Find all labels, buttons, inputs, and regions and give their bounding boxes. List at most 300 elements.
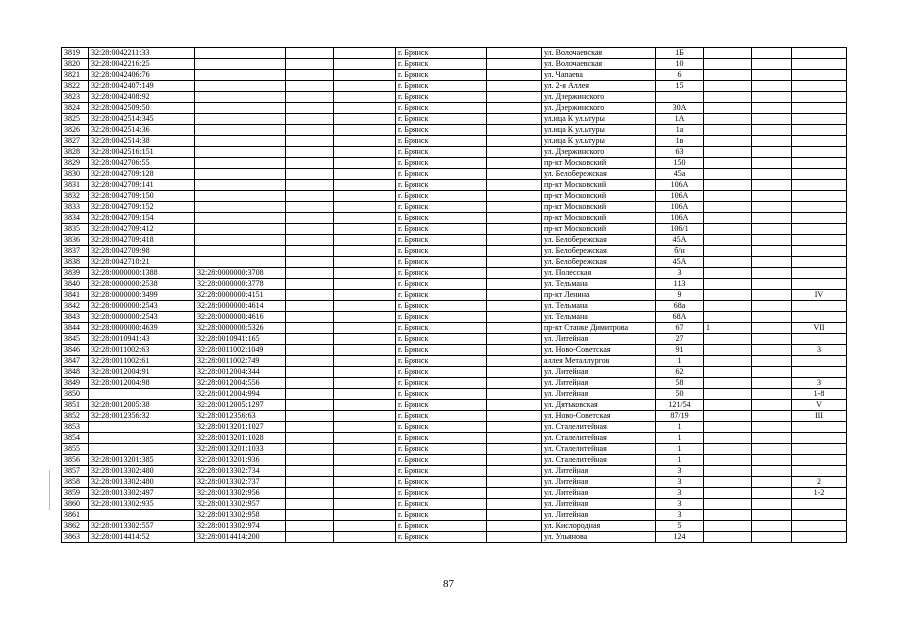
cadastral-number-cell: 32:28:0042709:412 (89, 224, 195, 235)
record-number-cell: 3834 (62, 213, 89, 224)
city-cell: г. Брянск (396, 125, 487, 136)
empty-cell (334, 169, 396, 180)
record-number-cell: 3840 (62, 279, 89, 290)
empty-cell (487, 444, 542, 455)
linked-cadastral-number-cell: 32:28:0012004:556 (195, 378, 286, 389)
house-number-cell: 58 (656, 378, 704, 389)
empty-cell (487, 466, 542, 477)
table-row (62, 70, 847, 81)
street-cell: пр-кт Московский (542, 180, 656, 191)
city-cell: г. Брянск (396, 279, 487, 290)
house-number-cell: 45А (656, 257, 704, 268)
empty-cell (487, 356, 542, 367)
record-number-cell: 3858 (62, 477, 89, 488)
house-number-cell: 6 (656, 70, 704, 81)
empty-cell (286, 213, 334, 224)
empty-cell (487, 202, 542, 213)
empty-cell (286, 411, 334, 422)
cadastral-number-cell: 32:28:0012356:32 (89, 411, 195, 422)
extra-cell (704, 114, 752, 125)
empty-cell (286, 92, 334, 103)
empty-cell (286, 400, 334, 411)
empty-cell (286, 59, 334, 70)
empty-cell (286, 532, 334, 543)
empty-cell (487, 235, 542, 246)
empty-cell (487, 191, 542, 202)
empty-cell (334, 488, 396, 499)
city-cell: г. Брянск (396, 312, 487, 323)
premises-cell (792, 257, 847, 268)
house-number-cell: 1 (656, 444, 704, 455)
empty-cell (334, 224, 396, 235)
city-cell: г. Брянск (396, 378, 487, 389)
empty-cell (286, 70, 334, 81)
table-row (62, 103, 847, 114)
linked-cadastral-number-cell: 32:28:0013302:957 (195, 499, 286, 510)
city-cell: г. Брянск (396, 466, 487, 477)
extra-cell (704, 444, 752, 455)
premises-cell (792, 532, 847, 543)
house-number-cell: 1А (656, 114, 704, 125)
empty-cell (334, 477, 396, 488)
cadastral-number-cell (89, 433, 195, 444)
city-cell: г. Брянск (396, 114, 487, 125)
record-number-cell: 3837 (62, 246, 89, 257)
empty-cell (286, 257, 334, 268)
cadastral-number-cell: 32:28:0012004:91 (89, 367, 195, 378)
extra-cell (704, 301, 752, 312)
table-row (62, 235, 847, 246)
empty-cell (286, 202, 334, 213)
empty-cell (334, 136, 396, 147)
street-cell: ул. Волочаевская (542, 59, 656, 70)
linked-cadastral-number-cell (195, 81, 286, 92)
premises-cell (792, 114, 847, 125)
empty-cell (286, 169, 334, 180)
table-row (62, 433, 847, 444)
linked-cadastral-number-cell: 32:28:0012005:1297 (195, 400, 286, 411)
table-row (62, 136, 847, 147)
empty-cell (286, 246, 334, 257)
linked-cadastral-number-cell (195, 136, 286, 147)
empty-cell (334, 367, 396, 378)
linked-cadastral-number-cell: 32:28:0011002:1049 (195, 345, 286, 356)
house-number-cell: 150 (656, 158, 704, 169)
linked-cadastral-number-cell: 32:28:0000000:4151 (195, 290, 286, 301)
extra-cell (704, 477, 752, 488)
street-cell: ул. Литейная (542, 477, 656, 488)
extra-cell (704, 180, 752, 191)
street-cell: ул. Белобережская (542, 235, 656, 246)
empty-cell (286, 521, 334, 532)
city-cell: г. Брянск (396, 103, 487, 114)
extra-cell (704, 202, 752, 213)
premises-cell (792, 81, 847, 92)
extra-cell (704, 411, 752, 422)
cadastral-number-cell: 32:28:0042709:98 (89, 246, 195, 257)
empty-cell (487, 103, 542, 114)
record-number-cell: 3831 (62, 180, 89, 191)
cadastral-number-cell: 32:28:0011002:63 (89, 345, 195, 356)
empty-cell (334, 202, 396, 213)
empty-cell (752, 334, 792, 345)
table-row (62, 279, 847, 290)
empty-cell (487, 323, 542, 334)
table-row (62, 257, 847, 268)
cadastral-number-cell (89, 444, 195, 455)
extra-cell (704, 532, 752, 543)
street-cell: ул.ица К ул.ьтуры (542, 125, 656, 136)
empty-cell (752, 411, 792, 422)
linked-cadastral-number-cell: 32:28:0012356:63 (195, 411, 286, 422)
linked-cadastral-number-cell (195, 180, 286, 191)
empty-cell (752, 213, 792, 224)
street-cell: ул.ица К ул.ьтуры (542, 114, 656, 125)
street-cell: ул. Белобережская (542, 169, 656, 180)
empty-cell (286, 477, 334, 488)
record-number-cell: 3852 (62, 411, 89, 422)
table-row (62, 59, 847, 70)
linked-cadastral-number-cell: 32:28:0000000:3708 (195, 268, 286, 279)
street-cell: ул. Литейная (542, 378, 656, 389)
extra-cell (704, 422, 752, 433)
premises-cell (792, 235, 847, 246)
cadastral-number-cell (89, 510, 195, 521)
street-cell: аллея Металлургов (542, 356, 656, 367)
linked-cadastral-number-cell: 32:28:0000000:4614 (195, 301, 286, 312)
linked-cadastral-number-cell: 32:28:0000000:3778 (195, 279, 286, 290)
cadastral-number-cell: 32:28:0042408:92 (89, 92, 195, 103)
cadastral-number-cell: 32:28:0012004:98 (89, 378, 195, 389)
empty-cell (286, 488, 334, 499)
table-row (62, 345, 847, 356)
extra-cell (704, 268, 752, 279)
empty-cell (752, 202, 792, 213)
record-number-cell: 3821 (62, 70, 89, 81)
street-cell: ул.ица К ул.ьтуры (542, 136, 656, 147)
house-number-cell: 1 (656, 455, 704, 466)
empty-cell (334, 334, 396, 345)
empty-cell (487, 136, 542, 147)
record-number-cell: 3820 (62, 59, 89, 70)
empty-cell (487, 378, 542, 389)
linked-cadastral-number-cell: 32:28:0013302:734 (195, 466, 286, 477)
house-number-cell: 113 (656, 279, 704, 290)
street-cell: ул. Сталелитейная (542, 433, 656, 444)
street-cell: пр-кт Станке Димитрова (542, 323, 656, 334)
linked-cadastral-number-cell: 32:28:0013302:958 (195, 510, 286, 521)
cadastral-number-cell: 32:28:0042211:33 (89, 48, 195, 59)
house-number-cell: 27 (656, 334, 704, 345)
empty-cell (487, 169, 542, 180)
empty-cell (752, 290, 792, 301)
extra-cell (704, 466, 752, 477)
city-cell: г. Брянск (396, 411, 487, 422)
scan-margin-mark (49, 470, 50, 510)
linked-cadastral-number-cell (195, 147, 286, 158)
empty-cell (334, 466, 396, 477)
city-cell: г. Брянск (396, 477, 487, 488)
table-row (62, 488, 847, 499)
street-cell: ул. Дзержинского (542, 103, 656, 114)
record-number-cell: 3830 (62, 169, 89, 180)
city-cell: г. Брянск (396, 213, 487, 224)
linked-cadastral-number-cell: 32:28:0014414:200 (195, 532, 286, 543)
house-number-cell: 91 (656, 345, 704, 356)
empty-cell (752, 279, 792, 290)
premises-cell (792, 279, 847, 290)
cadastral-number-cell: 32:28:0042709:418 (89, 235, 195, 246)
house-number-cell: 1 (656, 356, 704, 367)
empty-cell (752, 81, 792, 92)
city-cell: г. Брянск (396, 169, 487, 180)
house-number-cell: 62 (656, 367, 704, 378)
linked-cadastral-number-cell: 32:28:0013201:1027 (195, 422, 286, 433)
linked-cadastral-number-cell: 32:28:0013302:956 (195, 488, 286, 499)
street-cell: ул. Кислородная (542, 521, 656, 532)
extra-cell (704, 488, 752, 499)
empty-cell (334, 235, 396, 246)
record-number-cell: 3856 (62, 455, 89, 466)
empty-cell (286, 180, 334, 191)
table-row (62, 444, 847, 455)
street-cell: пр-кт Московский (542, 158, 656, 169)
extra-cell (704, 257, 752, 268)
extra-cell (704, 389, 752, 400)
empty-cell (487, 158, 542, 169)
extra-cell (704, 224, 752, 235)
empty-cell (752, 389, 792, 400)
empty-cell (487, 290, 542, 301)
house-number-cell: 106А (656, 202, 704, 213)
city-cell: г. Брянск (396, 444, 487, 455)
empty-cell (334, 499, 396, 510)
empty-cell (334, 59, 396, 70)
empty-cell (286, 356, 334, 367)
house-number-cell: 106А (656, 191, 704, 202)
empty-cell (286, 103, 334, 114)
street-cell: ул. Литейная (542, 389, 656, 400)
premises-cell: 1-2 (792, 488, 847, 499)
street-cell: ул. Литейная (542, 466, 656, 477)
premises-cell: III (792, 411, 847, 422)
empty-cell (334, 70, 396, 81)
record-number-cell: 3839 (62, 268, 89, 279)
table-row (62, 246, 847, 257)
premises-cell (792, 466, 847, 477)
table-row (62, 389, 847, 400)
extra-cell (704, 191, 752, 202)
cadastral-number-cell: 32:28:0042706:55 (89, 158, 195, 169)
extra-cell (704, 235, 752, 246)
empty-cell (286, 114, 334, 125)
empty-cell (487, 521, 542, 532)
extra-cell (704, 70, 752, 81)
premises-cell: 2 (792, 477, 847, 488)
table-row (62, 202, 847, 213)
empty-cell (752, 257, 792, 268)
extra-cell (704, 169, 752, 180)
cadastral-number-cell: 32:28:0014414:52 (89, 532, 195, 543)
street-cell: ул. Белобережская (542, 246, 656, 257)
linked-cadastral-number-cell: 32:28:0012004:344 (195, 367, 286, 378)
extra-cell (704, 290, 752, 301)
empty-cell (334, 532, 396, 543)
cadastral-number-cell: 32:28:0042509:50 (89, 103, 195, 114)
linked-cadastral-number-cell (195, 103, 286, 114)
house-number-cell: 63 (656, 147, 704, 158)
premises-cell (792, 158, 847, 169)
city-cell: г. Брянск (396, 158, 487, 169)
house-number-cell (656, 92, 704, 103)
record-number-cell: 3860 (62, 499, 89, 510)
empty-cell (334, 92, 396, 103)
table-row (62, 477, 847, 488)
extra-cell (704, 334, 752, 345)
premises-cell (792, 92, 847, 103)
city-cell: г. Брянск (396, 356, 487, 367)
cadastral-number-cell: 32:28:0013302:480 (89, 466, 195, 477)
empty-cell (487, 477, 542, 488)
premises-cell: VII (792, 323, 847, 334)
cadastral-number-cell: 32:28:0042216:25 (89, 59, 195, 70)
record-number-cell: 3835 (62, 224, 89, 235)
street-cell: ул. Полесская (542, 268, 656, 279)
empty-cell (752, 378, 792, 389)
cadastral-number-cell: 32:28:0042516:151 (89, 147, 195, 158)
record-number-cell: 3825 (62, 114, 89, 125)
empty-cell (752, 444, 792, 455)
empty-cell (286, 378, 334, 389)
house-number-cell: 3 (656, 488, 704, 499)
empty-cell (487, 488, 542, 499)
extra-cell (704, 158, 752, 169)
cadastral-number-cell: 32:28:0042406:76 (89, 70, 195, 81)
street-cell: ул. Дзержинского (542, 147, 656, 158)
linked-cadastral-number-cell (195, 114, 286, 125)
empty-cell (487, 411, 542, 422)
city-cell: г. Брянск (396, 246, 487, 257)
record-number-cell: 3838 (62, 257, 89, 268)
empty-cell (752, 235, 792, 246)
record-number-cell: 3849 (62, 378, 89, 389)
empty-cell (487, 268, 542, 279)
premises-cell (792, 422, 847, 433)
empty-cell (286, 48, 334, 59)
linked-cadastral-number-cell: 32:28:0013302:737 (195, 477, 286, 488)
empty-cell (487, 48, 542, 59)
city-cell: г. Брянск (396, 422, 487, 433)
empty-cell (334, 444, 396, 455)
empty-cell (487, 345, 542, 356)
house-number-cell: 45а (656, 169, 704, 180)
cadastral-number-cell: 32:28:0000000:2543 (89, 301, 195, 312)
record-number-cell: 3844 (62, 323, 89, 334)
empty-cell (487, 455, 542, 466)
house-number-cell: 68А (656, 312, 704, 323)
linked-cadastral-number-cell (195, 70, 286, 81)
empty-cell (752, 466, 792, 477)
empty-cell (286, 81, 334, 92)
cadastral-number-cell: 32:28:0042514:345 (89, 114, 195, 125)
empty-cell (334, 257, 396, 268)
empty-cell (752, 125, 792, 136)
empty-cell (286, 323, 334, 334)
cadastral-number-cell: 32:28:0012005:38 (89, 400, 195, 411)
house-number-cell: 5 (656, 521, 704, 532)
record-number-cell: 3845 (62, 334, 89, 345)
empty-cell (286, 290, 334, 301)
record-number-cell: 3841 (62, 290, 89, 301)
empty-cell (334, 81, 396, 92)
table-row (62, 81, 847, 92)
empty-cell (752, 488, 792, 499)
premises-cell (792, 147, 847, 158)
empty-cell (487, 213, 542, 224)
record-number-cell: 3854 (62, 433, 89, 444)
record-number-cell: 3822 (62, 81, 89, 92)
street-cell: пр-кт Московский (542, 224, 656, 235)
empty-cell (752, 455, 792, 466)
city-cell: г. Брянск (396, 301, 487, 312)
linked-cadastral-number-cell (195, 92, 286, 103)
empty-cell (487, 532, 542, 543)
cadastral-number-cell: 32:28:0042709:141 (89, 180, 195, 191)
extra-cell (704, 345, 752, 356)
record-number-cell: 3859 (62, 488, 89, 499)
premises-cell (792, 246, 847, 257)
street-cell: ул. Литейная (542, 499, 656, 510)
table-row (62, 92, 847, 103)
record-number-cell: 3826 (62, 125, 89, 136)
house-number-cell: 10 (656, 59, 704, 70)
street-cell: ул. Литейная (542, 334, 656, 345)
empty-cell (752, 246, 792, 257)
empty-cell (334, 147, 396, 158)
city-cell: г. Брянск (396, 257, 487, 268)
city-cell: г. Брянск (396, 136, 487, 147)
street-cell: ул. Тельмана (542, 312, 656, 323)
empty-cell (487, 59, 542, 70)
empty-cell (334, 356, 396, 367)
empty-cell (487, 92, 542, 103)
street-cell: ул. Белобережская (542, 257, 656, 268)
premises-cell: V (792, 400, 847, 411)
city-cell: г. Брянск (396, 499, 487, 510)
table-row (62, 356, 847, 367)
extra-cell (704, 81, 752, 92)
cadastral-number-cell: 32:28:0042514:36 (89, 125, 195, 136)
city-cell: г. Брянск (396, 191, 487, 202)
record-number-cell: 3855 (62, 444, 89, 455)
empty-cell (286, 235, 334, 246)
empty-cell (334, 268, 396, 279)
table-row (62, 499, 847, 510)
linked-cadastral-number-cell: 32:28:0000000:4616 (195, 312, 286, 323)
house-number-cell: 106А (656, 213, 704, 224)
empty-cell (487, 312, 542, 323)
premises-cell (792, 499, 847, 510)
extra-cell (704, 521, 752, 532)
empty-cell (286, 444, 334, 455)
premises-cell (792, 312, 847, 323)
cadastral-number-cell: 32:28:0011002:61 (89, 356, 195, 367)
city-cell: г. Брянск (396, 224, 487, 235)
empty-cell (487, 400, 542, 411)
table-row (62, 378, 847, 389)
cadastral-number-cell: 32:28:0000000:2543 (89, 312, 195, 323)
empty-cell (752, 136, 792, 147)
